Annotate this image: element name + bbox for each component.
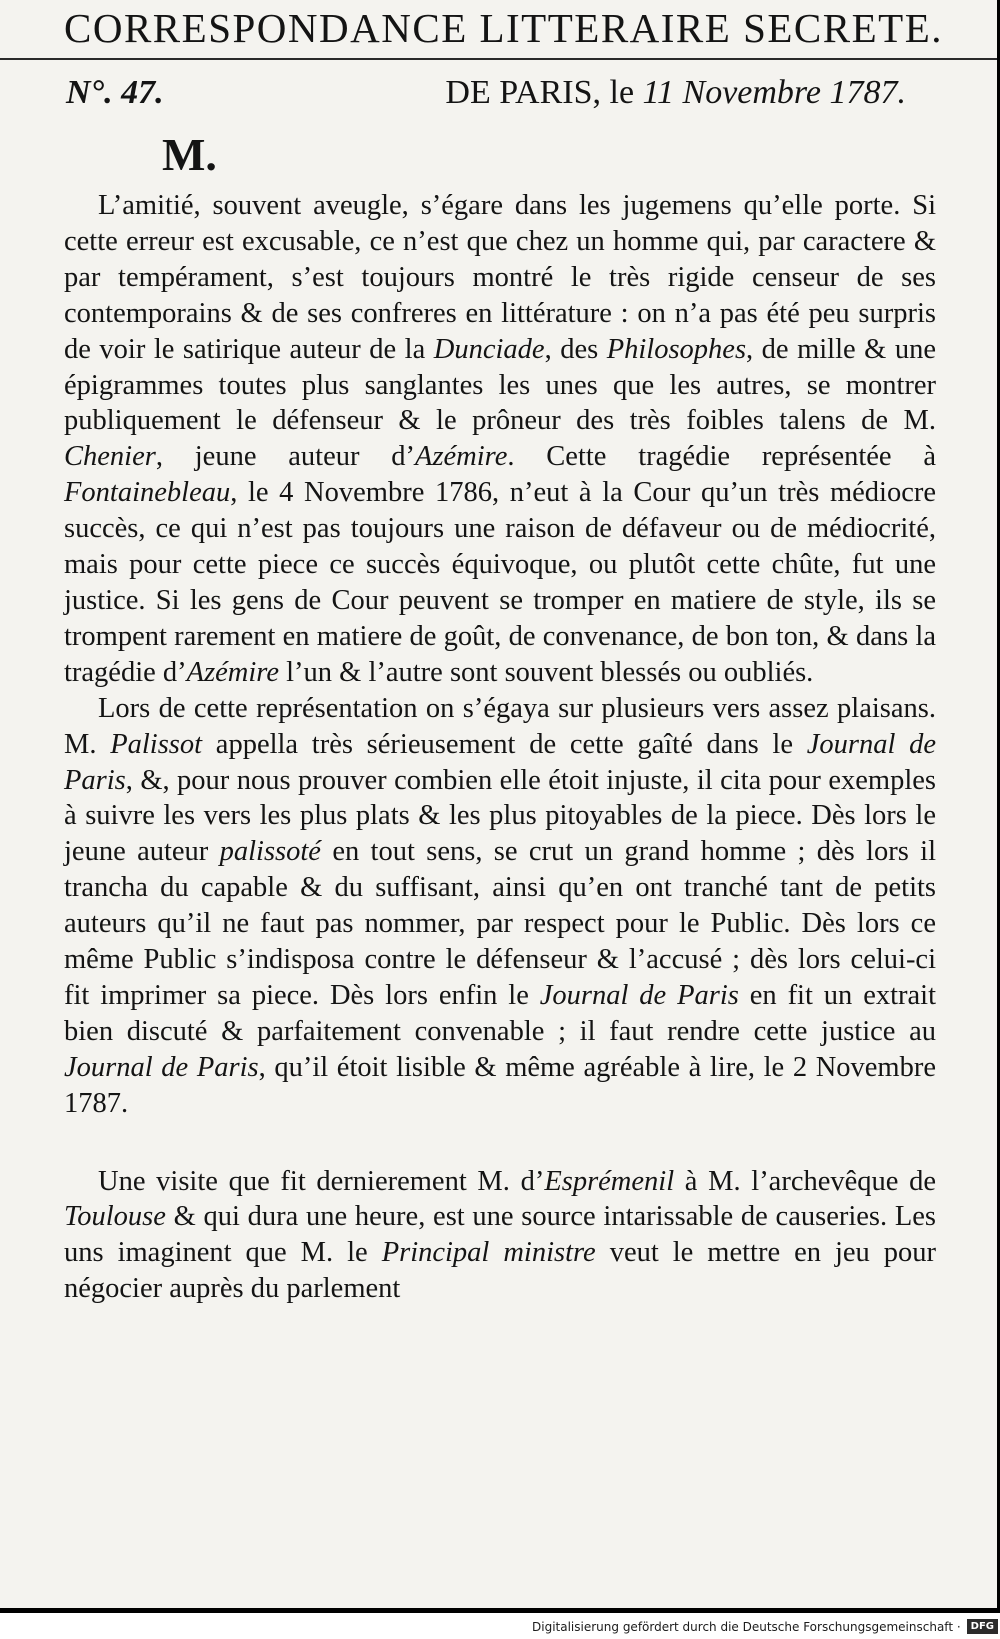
italic-name: Dunciade	[433, 333, 545, 365]
text-run: , des	[544, 333, 607, 365]
italic-name: Azémire	[415, 441, 508, 473]
italic-name: palissoté	[219, 836, 321, 868]
text-run: Lors de cette représentation on s’égaya sur plusieurs vers assez plaisans. M.	[64, 692, 936, 760]
text-run: L’amitié, souvent aveugle, s’égare dans les jugemens qu’elle porte. Si cette erreur est excusable, ce n’est que chez un homme qui, par caractere & par tempérament, s’est toujours montré le très rigide censeur de ses contemporains & de ses confreres en littérature : on n’a pas été peu surpris de voir le satirique auteur de la	[64, 190, 936, 365]
italic-name: Principal ministre	[381, 1237, 596, 1269]
paragraph	[64, 691, 936, 1122]
dateline-date: 11 Novembre 1787.	[642, 74, 906, 111]
dateline-separator: , le	[592, 74, 643, 111]
italic-name: Journal de Paris	[539, 979, 739, 1011]
issue-line	[66, 74, 906, 112]
text-run: , de mille & une épigrammes toutes plus sanglantes les unes que les autres, se montrer publiquement le défenseur & le prôneur des très foibles talens de M.	[64, 333, 936, 437]
paragraph	[64, 1164, 936, 1308]
dateline	[445, 74, 906, 112]
italic-name: Palissot	[110, 728, 203, 760]
dfg-logo: DFG	[967, 1619, 998, 1634]
text-run: , jeune auteur d’	[155, 441, 416, 473]
text-run: appella très sérieusement de cette gaîté dans le	[202, 728, 807, 760]
text-run: , &, pour nous prouver combien elle étoit injuste, il cita pour exemples à suivre les vers les plus plats & les plus pitoyables de la piece. Dès lors le jeune auteur	[64, 764, 936, 868]
issue-number: N°. 47.	[66, 74, 164, 111]
italic-name: Toulouse	[64, 1201, 166, 1233]
italic-name: Journal de Paris	[64, 728, 937, 796]
masthead-rule	[0, 58, 997, 60]
text-run: à M. l’archevêque de	[674, 1165, 936, 1197]
text-run: & qui dura une heure, est une source intarissable de causeries. Les uns imaginent que M. le	[64, 1201, 936, 1269]
text-run: , le 4 Novembre 1786, n’eut à la Cour qu’un très médiocre succès, ce qui n’est pas toujours une raison de défaveur ou de médiocrité, mais pour cette piece ce succès équivoque, ou plutôt cette chûte, fut une justice. Si les gens de Cour peuvent se tromper en matiere de style, ils se trompent rarement en matiere de goût, de convenance, de bon ton, & dans la tragédie d’	[64, 477, 936, 688]
article-body	[64, 188, 936, 1307]
digitization-footer	[532, 1619, 1000, 1634]
text-run: veut le mettre en jeu pour négocier auprès du parlement	[64, 1237, 937, 1305]
paragraph	[64, 188, 936, 691]
salutation: M.	[162, 129, 217, 180]
italic-name: Azémire	[186, 656, 279, 688]
italic-name: Esprémenil	[544, 1165, 675, 1197]
italic-name: Chenier	[64, 441, 156, 473]
text-run: l’un & l’autre sont souvent blessés ou oubliés.	[279, 656, 814, 688]
masthead: CORRESPONDANCE LITTERAIRE SECRETE.	[64, 5, 943, 51]
italic-name: Journal de Paris	[64, 1051, 259, 1083]
italic-name: Fontainebleau	[64, 477, 231, 509]
funding-credit: Digitalisierung gefördert durch die Deutsche Forschungsgemeinschaft ·	[532, 1619, 961, 1634]
text-run: en tout sens, se crut un grand homme ; dès lors il trancha du capable & du suffisant, ainsi qu’en ont tranché tant de petits auteurs qu’il ne faut pas nommer, par respect pour le Public. Dès lors ce même Public s’indisposa contre le défenseur & l’accusé ; dès lors celui-ci fit imprimer sa piece. Dès lors enfin le	[64, 836, 936, 1011]
text-run: Une visite que fit dernierement M. d’	[98, 1165, 545, 1197]
text-run: , qu’il étoit lisible & même agréable à lire, le 2 Novembre 1787.	[64, 1051, 936, 1119]
text-run: . Cette tragédie représentée à	[507, 441, 937, 473]
dateline-place: DE PARIS	[445, 74, 593, 111]
text-run: en fit un extrait bien discuté & parfaitement convenable ; il faut rendre cette justice au	[64, 979, 936, 1047]
italic-name: Philosophes	[606, 333, 747, 365]
